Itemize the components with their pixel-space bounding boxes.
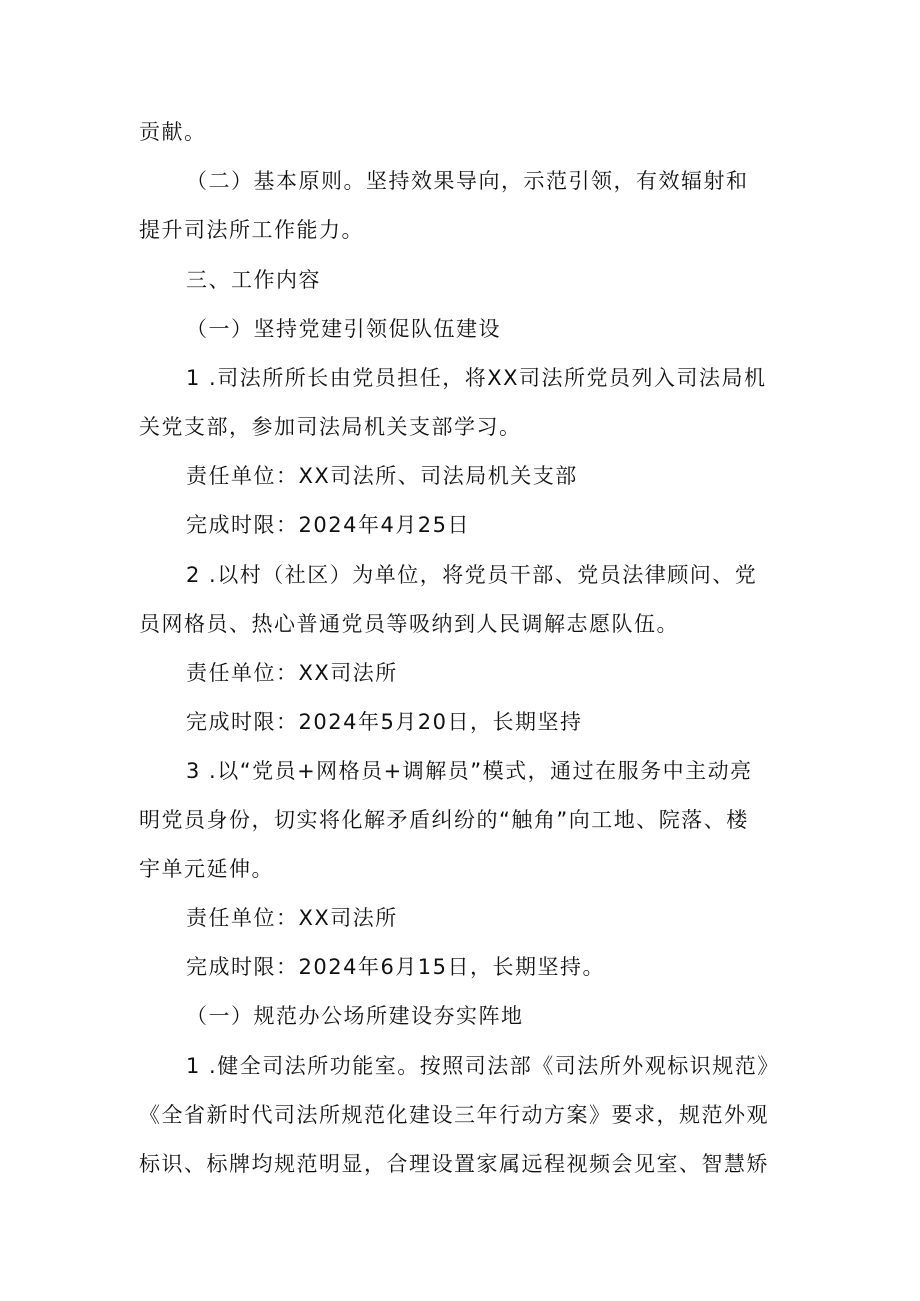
- text-line: 完成时限：2024年4月25日: [186, 513, 471, 537]
- text-line: 责任单位：XX司法所: [186, 906, 398, 930]
- text-line: 明党员身份，切实将化解矛盾纠纷的“触角”向工地、院落、楼: [139, 808, 749, 832]
- text-line: （二）基本原则。坚持效果导向，示范引领，有效辐射和: [186, 169, 749, 193]
- text-line: 《全省新时代司法所规范化建设三年行动方案》要求，规范外观: [139, 1103, 769, 1127]
- text-line: 3 .以“党员+网格员+调解员”模式，通过在服务中主动亮: [186, 759, 753, 783]
- text-line: 完成时限：2024年6月15日，长期坚持。: [186, 955, 606, 979]
- text-line: 2 .以村（社区）为单位，将党员干部、党员法律顾问、党: [186, 563, 758, 587]
- text-line: 1 .司法所所长由党员担任，将XX司法所党员列入司法局机: [186, 366, 767, 390]
- subsection-heading: （一）坚持党建引领促队伍建设: [186, 317, 501, 341]
- text-line: 责任单位：XX司法所: [186, 661, 398, 685]
- text-line: 1 .健全司法所功能室。按照司法部《司法所外观标识规范》: [186, 1054, 780, 1078]
- text-line: 关党支部，参加司法局机关支部学习。: [139, 415, 522, 439]
- text-line: 贡献。: [139, 120, 207, 144]
- section-heading: 三、工作内容: [186, 268, 321, 292]
- text-line: 提升司法所工作能力。: [139, 218, 364, 242]
- subsection-heading: （一）规范办公场所建设夯实阵地: [186, 1004, 524, 1028]
- text-line: 责任单位：XX司法所、司法局机关支部: [186, 464, 578, 488]
- text-line: 员网格员、热心普通党员等吸纳到人民调解志愿队伍。: [139, 612, 679, 636]
- text-line: 完成时限：2024年5月20日，长期坚持: [186, 710, 583, 734]
- text-line: 宇单元延伸。: [139, 857, 274, 881]
- text-line: 标识、标牌均规范明显，合理设置家属远程视频会见室、智慧矫: [139, 1152, 769, 1176]
